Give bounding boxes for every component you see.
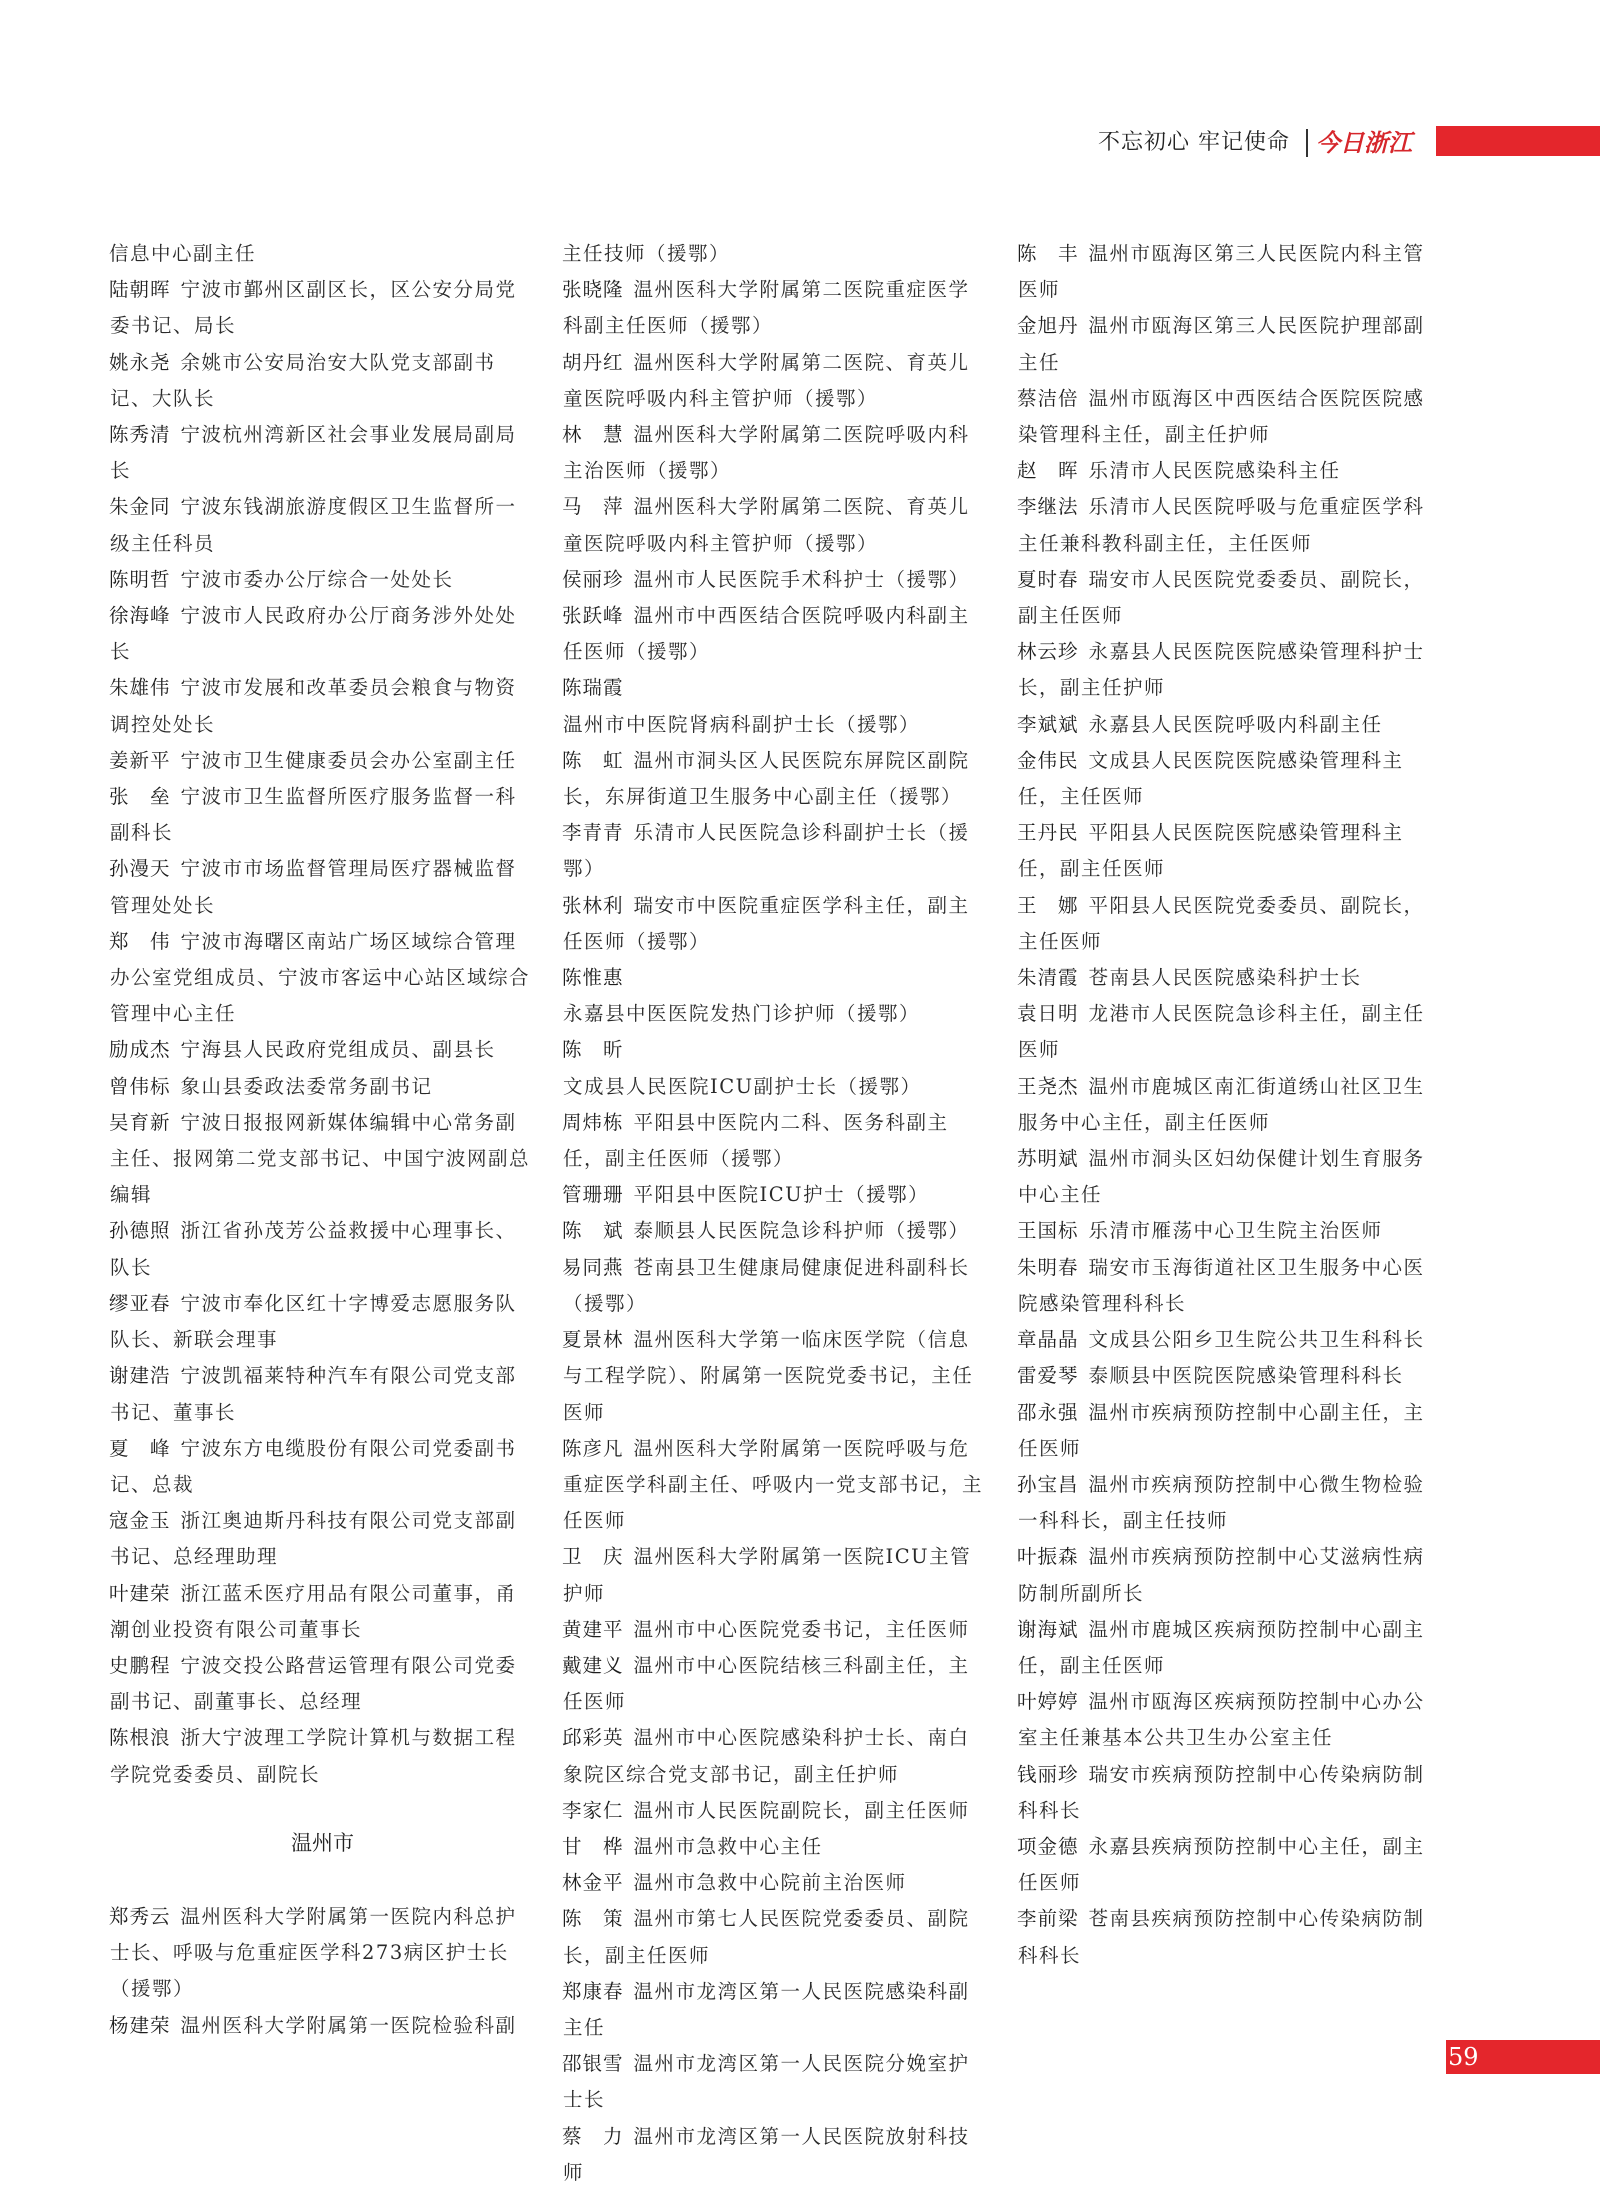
person-name: 陈惟惠: [562, 966, 624, 990]
list-item: [1018, 1467, 1443, 1539]
person-name: 叶振森: [1017, 1545, 1079, 1569]
list-item: [563, 1865, 988, 1901]
list-item: [1018, 236, 1443, 308]
person-name: 金旭丹: [1017, 314, 1079, 338]
person-name: 郑秀云: [109, 1904, 171, 1928]
list-item: [563, 2119, 988, 2191]
person-name: 王丹民: [1017, 821, 1079, 845]
list-item: [110, 779, 535, 851]
person-title: 温州市中心医院党委书记，主任医师: [633, 1617, 970, 1641]
person-name: 张晓隆: [562, 278, 624, 302]
person-name: 章晶晶: [1017, 1328, 1079, 1352]
list-item: [1018, 743, 1443, 815]
entry-list: [110, 1899, 535, 2044]
list-item: [110, 272, 535, 344]
list-item: [1018, 996, 1443, 1068]
list-item: [110, 1503, 535, 1575]
person-title: 宁波东方电缆股份有限公司党委副书记、总裁: [110, 1436, 517, 1496]
person-title: 乐清市雁荡中心卫生院主治医师: [1088, 1219, 1383, 1243]
person-name: 陆朝晖: [109, 278, 171, 302]
person-name: 苏明斌: [1017, 1147, 1079, 1171]
list-item: [563, 1539, 988, 1611]
person-name: 戴建义: [562, 1653, 624, 1677]
list-item: [110, 924, 535, 1033]
list-item: [110, 1105, 535, 1214]
person-name: 陈根浪: [109, 1726, 171, 1750]
list-item: [1018, 1213, 1443, 1249]
list-item: [563, 888, 988, 960]
person-name: 谢建浩: [109, 1364, 171, 1388]
person-name: 缪亚春: [109, 1291, 171, 1315]
person-title: 乐清市人民医院呼吸与危重症医学科主任兼科教科副主任，主任医师: [1018, 495, 1425, 555]
person-name: 金伟民: [1017, 748, 1079, 772]
person-title: 宁波市发展和改革委员会粮食与物资调控处处长: [110, 676, 517, 736]
list-item: [563, 598, 988, 670]
column-left: [110, 236, 535, 2044]
person-title: 温州医科大学附属第二医院、育英儿童医院呼吸内科主管护师（援鄂）: [563, 495, 970, 555]
person-name: 励成杰: [109, 1038, 171, 1062]
person-name: 钱丽珍: [1017, 1762, 1079, 1786]
list-item: [563, 1974, 988, 2046]
list-item: [1018, 308, 1443, 380]
person-title: 温州市龙湾区第一人民医院放射科技师: [563, 2124, 970, 2184]
person-name: 王尧杰: [1017, 1074, 1079, 1098]
person-title: 温州市龙湾区第一人民医院感染科副主任: [563, 1979, 970, 2039]
list-item: [110, 1720, 535, 1792]
header-accent-bar: [1436, 126, 1600, 156]
person-title: 温州市中心医院感染科护士长、南白象院区综合党支部书记，副主任护师: [563, 1726, 970, 1786]
list-item: [1018, 381, 1443, 453]
list-item: [1018, 634, 1443, 706]
person-title: 温州医科大学附属第二医院重症医学科副主任医师（援鄂）: [563, 278, 970, 338]
person-name: 林金平: [562, 1871, 624, 1895]
person-title: 宁波交投公路营运管理有限公司党委副书记、副董事长、总经理: [110, 1653, 517, 1714]
list-item: [110, 598, 535, 670]
list-item: [563, 743, 988, 815]
person-name: 朱雄伟: [109, 676, 171, 700]
list-item: [1018, 1539, 1443, 1611]
list-item: [110, 1286, 535, 1358]
person-name: 周炜栋: [562, 1110, 624, 1134]
page-number: 59: [1448, 2043, 1479, 2071]
person-title: 温州市瓯海区中西医结合医院医院感染管理科主任，副主任护师: [1018, 386, 1425, 447]
person-name: 蔡洁倍: [1017, 386, 1079, 410]
list-item: [1018, 453, 1443, 489]
person-name: 杨建荣: [109, 2013, 171, 2037]
list-item: [563, 2046, 988, 2118]
person-title: 瑞安市玉海街道社区卫生服务中心医院感染管理科科长: [1018, 1255, 1425, 1315]
person-name: 徐海峰: [109, 604, 171, 628]
list-item: [563, 1648, 988, 1720]
person-title: 苍南县卫生健康局健康促进科副科长（援鄂）: [563, 1255, 970, 1315]
person-title: 宁波市人民政府办公厅商务涉外处处长: [110, 604, 517, 664]
person-name: 邱彩英: [562, 1726, 624, 1750]
person-title: 温州医科大学第一临床医学院（信息与工程学院）、附属第一医院党委书记，主任医师: [563, 1328, 974, 1424]
person-name: 陈瑞霞: [562, 676, 624, 700]
person-name: 史鹏程: [109, 1653, 171, 1677]
person-title: 主任技师（援鄂）: [562, 242, 731, 265]
person-name: 陈 昕: [562, 1038, 624, 1062]
person-title: 永嘉县人民医院医院感染管理科护士长，副主任护师: [1018, 640, 1425, 700]
person-name: 邵永强: [1017, 1400, 1079, 1424]
list-item: [110, 1648, 535, 1720]
person-title: 乐清市人民医院感染科主任: [1088, 459, 1341, 483]
person-title: 宁波市卫生监督所医疗服务监督一科副科长: [110, 785, 517, 845]
person-title: 浙江奥迪斯丹科技有限公司党支部副书记、总经理助理: [110, 1509, 517, 1569]
person-title: 信息中心副主任: [109, 242, 257, 265]
person-title: 温州市中西医结合医院呼吸内科副主任医师（援鄂）: [563, 604, 970, 664]
person-name: 马 萍: [562, 495, 624, 519]
person-name: 项金德: [1017, 1834, 1079, 1858]
person-name: 朱明春: [1017, 1255, 1079, 1279]
list-item: [563, 562, 988, 598]
list-item: [1018, 562, 1443, 634]
list-item: [1018, 815, 1443, 887]
person-name: 陈 策: [562, 1907, 624, 1931]
person-title: 泰顺县中医院医院感染管理科科长: [1088, 1364, 1404, 1388]
person-title: 温州市瓯海区第三人民医院内科主管医师: [1018, 242, 1425, 302]
person-name: 张 垒: [109, 785, 171, 809]
person-name: 张林利: [562, 893, 624, 917]
person-title: 永嘉县中医医院发热门诊护师（援鄂）: [563, 1002, 921, 1026]
person-title: 宁波市委办公厅综合一处处长: [180, 567, 454, 591]
header-divider: [1306, 129, 1308, 157]
person-name: 夏 峰: [109, 1436, 171, 1460]
person-name: 张跃峰: [562, 604, 624, 628]
person-title: 浙大宁波理工学院计算机与数据工程学院党委委员、副院长: [110, 1726, 517, 1786]
person-title: 宁波日报报网新媒体编辑中心常务副主任、报网第二党支部书记、中国宁波网副总编辑: [110, 1110, 531, 1207]
person-title: 温州医科大学附属第一医院ICU主管护师: [563, 1545, 972, 1605]
list-item: [563, 489, 988, 561]
person-name: 李家仁: [562, 1798, 624, 1822]
person-name: 曾伟标: [109, 1074, 171, 1098]
person-name: 寇金玉: [109, 1509, 171, 1533]
person-title: 余姚市公安局治安大队党支部副书记、大队长: [110, 350, 496, 410]
list-item: [110, 236, 535, 272]
list-item: [1018, 1757, 1443, 1829]
person-title: 文成县人民医院ICU副护士长（援鄂）: [563, 1074, 922, 1098]
person-title: 宁波东钱湖旅游度假区卫生监督所一级主任科员: [110, 495, 517, 555]
person-name: 赵 晖: [1017, 459, 1079, 483]
person-title: 浙江省孙茂芳公益救援中心理事长、队长: [110, 1219, 517, 1279]
list-item: [563, 1032, 988, 1104]
section-heading: 温州市: [291, 1830, 354, 1855]
list-item: [110, 562, 535, 598]
list-item: [110, 1032, 535, 1068]
person-title: 象山县委政法委常务副书记: [180, 1074, 433, 1098]
person-title: 温州市瓯海区第三人民医院护理部副主任: [1018, 314, 1425, 374]
person-title: 温州市疾病预防控制中心艾滋病性病防制所副所长: [1018, 1545, 1425, 1605]
list-item: [563, 1322, 988, 1431]
person-title: 温州医科大学附属第一医院呼吸与危重症医学科副主任、呼吸内一党支部书记，主任医师: [563, 1436, 984, 1533]
list-item: [110, 1431, 535, 1503]
person-title: 文成县人民医院医院感染管理科主任，主任医师: [1018, 748, 1404, 809]
brand-logo: 今日浙江: [1316, 128, 1412, 157]
person-title: 温州市人民医院副院长，副主任医师: [633, 1798, 970, 1822]
entry-list: [110, 236, 535, 1793]
person-title: 温州市第七人民医院党委委员、副院长，副主任医师: [563, 1907, 970, 1967]
person-name: 朱金同: [109, 495, 171, 519]
person-title: 平阳县中医院内二科、医务科副主任，副主任医师（援鄂）: [563, 1110, 949, 1171]
person-name: 孙宝昌: [1017, 1472, 1079, 1496]
person-name: 陈 虹: [562, 748, 624, 772]
list-item: [563, 670, 988, 742]
person-title: 泰顺县人民医院急诊科护师（援鄂）: [633, 1219, 970, 1243]
person-name: 蔡 力: [562, 2124, 624, 2148]
list-item: [1018, 489, 1443, 561]
person-name: 侯丽珍: [562, 567, 624, 591]
person-title: 温州市疾病预防控制中心副主任，主任医师: [1018, 1400, 1425, 1460]
list-item: [1018, 1069, 1443, 1141]
person-name: 甘 桦: [562, 1834, 624, 1858]
person-title: 宁波市奉化区红十字博爱志愿服务队队长、新联会理事: [110, 1291, 517, 1352]
list-item: [110, 670, 535, 742]
person-title: 温州市瓯海区疾病预防控制中心办公室主任兼基本公共卫生办公室主任: [1018, 1690, 1425, 1750]
list-item: [563, 1793, 988, 1829]
list-item: [1018, 1141, 1443, 1213]
person-name: 黄建平: [562, 1617, 624, 1641]
person-name: 王 娜: [1017, 893, 1079, 917]
person-title: 温州市中医院肾病科副护士长（援鄂）: [563, 712, 921, 736]
person-title: 宁波市卫生健康委员会办公室副主任: [180, 748, 517, 772]
list-item: [563, 815, 988, 887]
person-name: 郑康春: [562, 1979, 624, 2003]
person-name: 陈彦凡: [562, 1436, 624, 1460]
person-title: 苍南县人民医院感染科护士长: [1088, 966, 1362, 990]
list-item: [110, 489, 535, 561]
list-item: [110, 1069, 535, 1105]
person-title: 温州市洞头区人民医院东屏院区副院长，东屏街道卫生服务中心副主任（援鄂）: [563, 748, 970, 809]
list-item: [563, 1431, 988, 1540]
person-title: 宁波市鄞州区副区长，区公安分局党委书记、局长: [110, 278, 517, 338]
person-title: 温州医科大学附属第一医院检验科副: [180, 2013, 517, 2037]
person-name: 李青青: [562, 821, 624, 845]
person-title: 龙港市人民医院急诊科主任，副主任医师: [1018, 1002, 1425, 1062]
list-item: [110, 2008, 535, 2044]
list-item: [110, 417, 535, 489]
person-title: 温州医科大学附属第一医院内科总护士长、呼吸与危重症医学科273病区护士长（援鄂）: [110, 1904, 517, 2001]
person-name: 吴育新: [109, 1110, 171, 1134]
person-name: 孙德照: [109, 1219, 171, 1243]
person-name: 谢海斌: [1017, 1617, 1079, 1641]
person-title: 温州市龙湾区第一人民医院分娩室护士长: [563, 2052, 970, 2112]
list-item: [1018, 960, 1443, 996]
list-item: [563, 1720, 988, 1792]
person-name: 卫 庆: [562, 1545, 624, 1569]
person-name: 陈秀清: [109, 423, 171, 447]
list-item: [110, 1576, 535, 1648]
list-item: [1018, 1358, 1443, 1394]
person-name: 夏时春: [1017, 567, 1079, 591]
person-title: 瑞安市人民医院党委委员、副院长，副主任医师: [1018, 567, 1425, 628]
person-title: 温州市急救中心主任: [633, 1834, 823, 1858]
list-item: [110, 1213, 535, 1285]
list-item: [110, 743, 535, 779]
list-item: [563, 1213, 988, 1249]
person-title: 宁波杭州湾新区社会事业发展局副局长: [110, 423, 517, 483]
person-name: 朱清霞: [1017, 966, 1079, 990]
person-name: 陈 丰: [1017, 242, 1079, 265]
list-item: [563, 1901, 988, 1973]
person-title: 永嘉县人民医院呼吸内科副主任: [1088, 712, 1383, 736]
person-name: 李斌斌: [1017, 712, 1079, 736]
person-name: 郑 伟: [109, 929, 171, 953]
person-title: 宁波市海曙区南站广场区域综合管理办公室党组成员、宁波市客运中心站区域综合管理中心主任: [110, 929, 531, 1026]
person-title: 文成县公阳乡卫生院公共卫生科科长: [1088, 1328, 1425, 1352]
person-name: 叶婷婷: [1017, 1690, 1079, 1714]
list-item: [563, 417, 988, 489]
person-title: 温州医科大学附属第二医院、育英儿童医院呼吸内科主管护师（援鄂）: [563, 350, 970, 410]
person-name: 姜新平: [109, 748, 171, 772]
person-name: 李前梁: [1017, 1907, 1079, 1931]
column-right: [1018, 236, 1443, 1974]
person-title: 平阳县人民医院医院感染管理科主任，副主任医师: [1018, 821, 1404, 881]
person-title: 瑞安市中医院重症医学科主任，副主任医师（援鄂）: [563, 893, 970, 953]
list-item: [563, 1829, 988, 1865]
person-name: 孙漫天: [109, 857, 171, 881]
person-name: 李继法: [1017, 495, 1079, 519]
list-item: [1018, 1395, 1443, 1467]
list-item: [563, 1177, 988, 1213]
person-title: 温州市中心医院结核三科副主任，主任医师: [563, 1653, 970, 1714]
person-name: 林云珍: [1017, 640, 1079, 664]
column-middle: [563, 236, 988, 2191]
person-title: 瑞安市疾病预防控制中心传染病防制科科长: [1018, 1762, 1425, 1822]
list-item: [110, 345, 535, 417]
person-title: 永嘉县疾病预防控制中心主任，副主任医师: [1018, 1834, 1425, 1895]
person-name: 易同燕: [562, 1255, 624, 1279]
list-item: [1018, 888, 1443, 960]
person-title: 温州市急救中心院前主治医师: [633, 1871, 907, 1895]
list-item: [563, 1105, 988, 1177]
person-title: 温州医科大学附属第二医院呼吸内科主治医师（援鄂）: [563, 423, 970, 483]
person-title: 温州市人民医院手术科护士（援鄂）: [633, 567, 970, 591]
person-title: 苍南县疾病预防控制中心传染病防制科科长: [1018, 1907, 1425, 1967]
list-item: [563, 236, 988, 272]
person-name: 王国标: [1017, 1219, 1079, 1243]
list-item: [1018, 1684, 1443, 1756]
list-item: [563, 345, 988, 417]
person-name: 姚永尧: [109, 350, 171, 374]
person-title: 宁波凯福莱特种汽车有限公司党支部书记、董事长: [110, 1364, 517, 1424]
person-name: 陈明哲: [109, 567, 171, 591]
list-item: [563, 272, 988, 344]
person-title: 温州市洞头区妇幼保健计划生育服务中心主任: [1018, 1147, 1425, 1207]
list-item: [110, 851, 535, 923]
person-title: 浙江蓝禾医疗用品有限公司董事，甬潮创业投资有限公司董事长: [110, 1581, 517, 1641]
person-name: 夏景林: [562, 1328, 624, 1352]
person-title: 温州市鹿城区南汇街道绣山社区卫生服务中心主任，副主任医师: [1018, 1074, 1425, 1134]
person-name: 雷爱琴: [1017, 1364, 1079, 1388]
list-item: [563, 960, 988, 1032]
list-item: [110, 1358, 535, 1430]
person-title: 宁波市市场监督管理局医疗器械监督管理处处长: [110, 857, 517, 917]
list-item: [1018, 707, 1443, 743]
list-item: [1018, 1612, 1443, 1684]
person-name: 邵银雪: [562, 2052, 624, 2076]
slogan: 不忘初心 牢记使命: [1098, 130, 1290, 155]
person-name: 林 慧: [562, 423, 624, 447]
person-name: 陈 斌: [562, 1219, 624, 1243]
person-title: 平阳县中医院ICU护士（援鄂）: [633, 1183, 930, 1207]
list-item: [110, 1899, 535, 2008]
list-item: [563, 1250, 988, 1322]
person-name: 叶建荣: [109, 1581, 171, 1605]
list-item: [1018, 1901, 1443, 1973]
person-title: 温州市疾病预防控制中心微生物检验一科科长，副主任技师: [1018, 1472, 1425, 1533]
person-title: 宁海县人民政府党组成员、副县长: [180, 1038, 496, 1062]
list-item: [563, 1612, 988, 1648]
person-title: 乐清市人民医院急诊科副护士长（援鄂）: [563, 821, 970, 881]
list-item: [1018, 1250, 1443, 1322]
person-title: 温州市鹿城区疾病预防控制中心副主任，副主任医师: [1018, 1617, 1425, 1677]
person-name: 胡丹红: [562, 350, 624, 374]
person-name: 管珊珊: [562, 1183, 624, 1207]
person-name: 袁日明: [1017, 1002, 1079, 1026]
page-header: [0, 126, 1600, 160]
person-title: 平阳县人民医院党委委员、副院长，主任医师: [1018, 893, 1425, 953]
list-item: [1018, 1829, 1443, 1901]
list-item: [1018, 1322, 1443, 1358]
